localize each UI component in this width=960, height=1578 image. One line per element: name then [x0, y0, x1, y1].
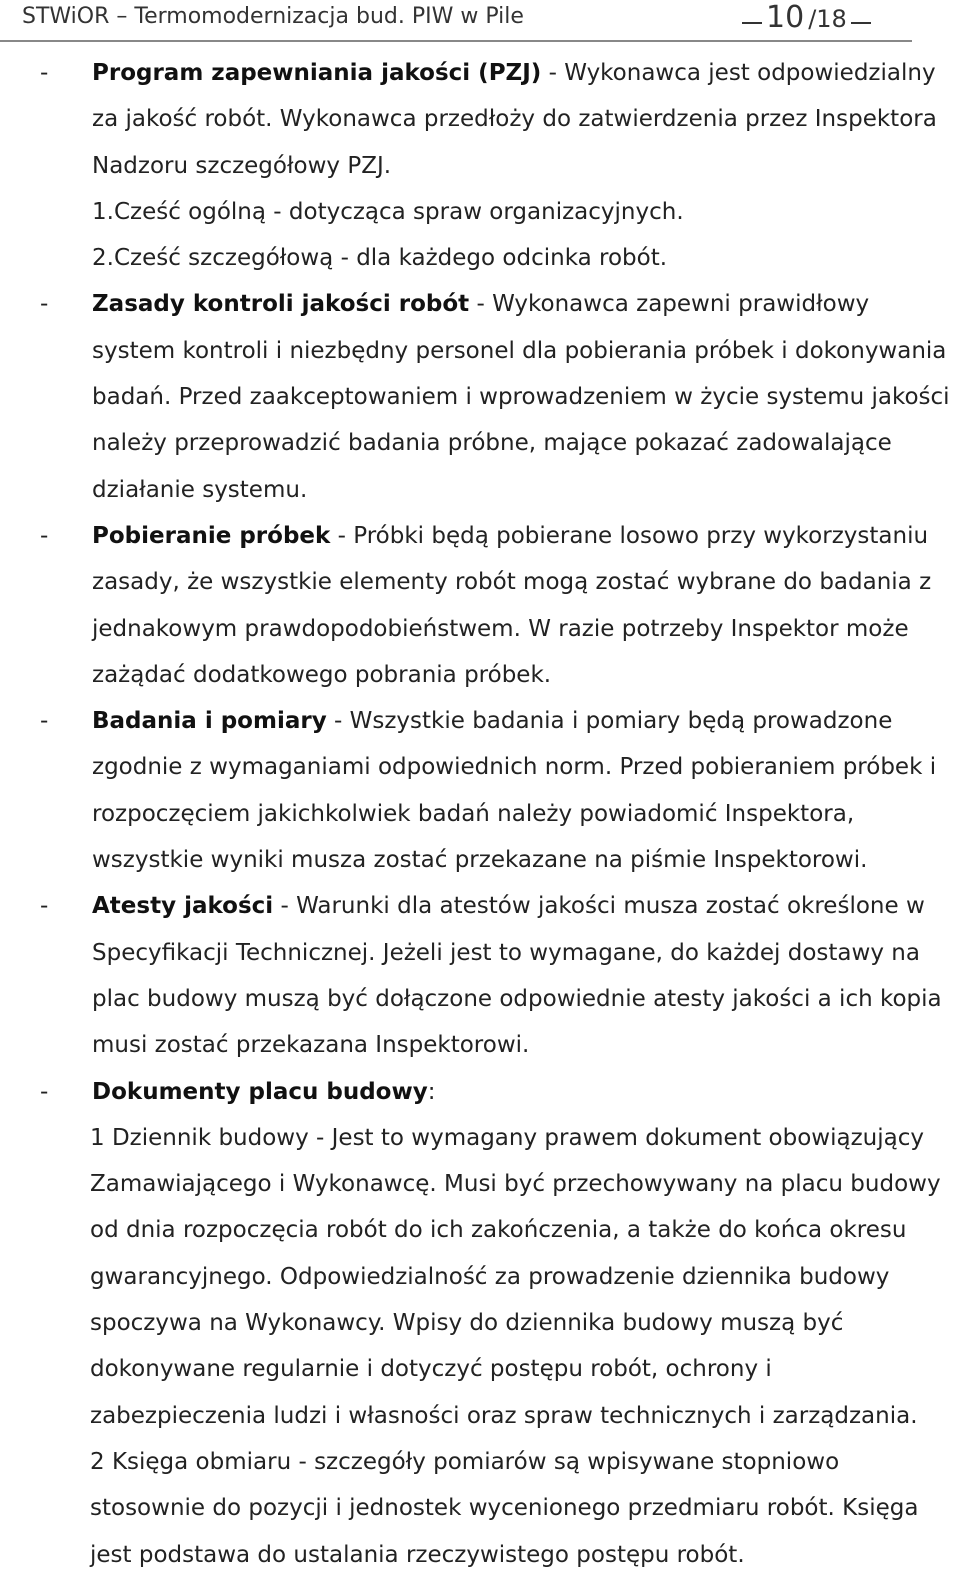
item-text: - Wykonawca jest odpowiedzialny za jakość robót. Wykonawca przedłoży do zatwierdzenia przez Inspektora Nadzoru szczegółowy PZJ.: [92, 60, 937, 179]
item-heading: Pobieranie próbek: [92, 522, 331, 549]
document-body: [0, 50, 960, 1578]
page-number-dash-left: [742, 22, 762, 24]
header-divider: [0, 40, 912, 42]
page-current: 10: [766, 0, 805, 35]
bullet-dash: -: [40, 60, 49, 86]
bullet-dash: -: [40, 893, 49, 920]
list-item-probki: [0, 513, 960, 698]
item-text: - Wszystkie badania i pomiary będą prowadzone zgodnie z wymaganiami odpowiednich norm. Przed pobieraniem próbek i rozpoczęciem jakichkolwiek badań należy powiadomić Inspektora, wszystkie wyniki musza zostać przekazane na piśmie Inspektorowi.: [92, 708, 937, 874]
item-text: - Wykonawca zapewni prawidłowy system kontroli i niezbędny personel dla pobierania próbek i dokonywania badań. Przed zaakceptowaniem i wprowadzeniem w życie systemu jakości należy przeprowadzić badania próbne, mające pokazać zadowalające działanie systemu.: [92, 291, 950, 503]
item-text: - Próbki będą pobierane losowo przy wykorzystaniu zasady, że wszystkie elementy robót mogą zostać wybrane do badania z jednakowym prawdopodobieństwem. W razie potrzeby Inspektor może zażądać dodatkowego pobrania próbek.: [92, 522, 932, 688]
page-number-dash-right: [851, 22, 871, 24]
list-item-kontrola: [0, 281, 960, 512]
bullet-dash: -: [40, 522, 49, 549]
item-colon: :: [427, 1078, 436, 1105]
page-header: [0, 0, 960, 46]
page-number: [738, 0, 875, 36]
list-item-badania: [0, 698, 960, 883]
list-item-dokumenty: [0, 1069, 960, 1115]
list-item-atesty: [0, 883, 960, 1068]
list-item-pzj: [0, 50, 960, 189]
bullet-dash: -: [40, 708, 49, 735]
bullet-dash: -: [40, 291, 49, 318]
page-separator: /: [808, 5, 817, 33]
page-total: 18: [816, 5, 847, 33]
sub-item-1: 1.Cześć ogólną - dotycząca spraw organizacyjnych.: [92, 198, 684, 225]
paragraph-dziennik-budowy: 1 Dziennik budowy - Jest to wymagany prawem dokument obowiązujący Zamawiającego i Wykonawcę. Musi być przechowywany na placu budowy od dnia rozpoczęcia robót do ich zakończenia, a także do końca okresu gwarancyjnego. Odpowiedzialność za prowadzenie dziennika budowy spoczywa na Wykonawcy. Wpisy do dziennika budowy muszą być dokonywane regularnie i dotyczyć postępu robót, ochrony i zabezpieczenia ludzi i własności oraz spraw technicznych i zarządzania.: [90, 1124, 941, 1429]
item-heading: Dokumenty placu budowy: [92, 1078, 428, 1105]
header-title: STWiOR – Termomodernizacja bud. PIW w Pile: [22, 4, 524, 29]
bullet-dash: -: [40, 1078, 49, 1105]
item-text: - Warunki dla atestów jakości musza zostać określone w Specyfikacji Technicznej. Jeżeli jest to wymagane, do każdej dostawy na plac budowy muszą być dołączone odpowiednie atesty jakości a ich kopia musi zostać przekazana Inspektorowi.: [92, 893, 942, 1059]
paragraph-ksiega-obmiaru: 2 Księga obmiaru - szczegóły pomiarów są wpisywane stopniowo stosownie do pozycji i jednostek wycenionego przedmiaru robót. Księga jest podstawa do ustalania rzeczywistego postępu robót.: [90, 1448, 919, 1568]
sub-item-2: 2.Cześć szczegółową - dla każdego odcinka robót.: [92, 245, 668, 272]
item-heading: Badania i pomiary: [92, 708, 327, 735]
item-heading: Atesty jakości: [92, 893, 274, 920]
item-heading: Zasady kontroli jakości robót: [92, 291, 470, 318]
item-heading: Program zapewniania jakości (PZJ): [92, 60, 542, 86]
